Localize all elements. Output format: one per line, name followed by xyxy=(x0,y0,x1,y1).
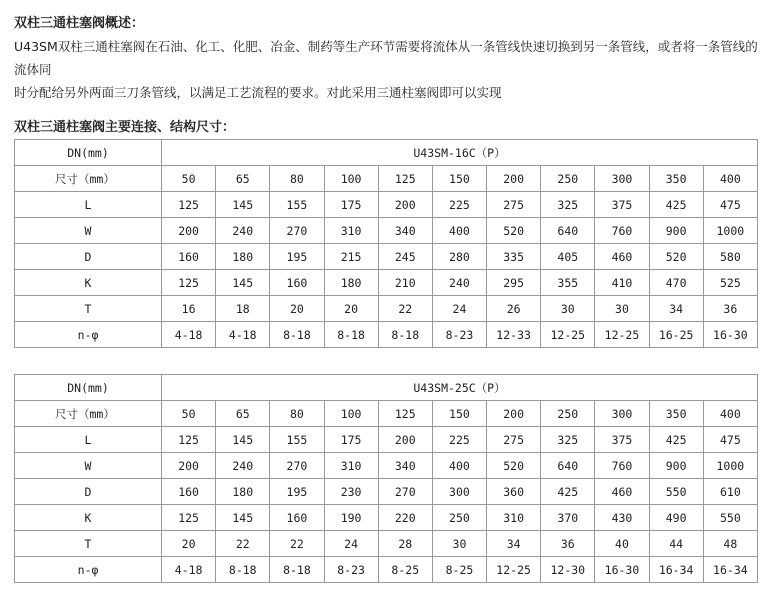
table-cell: 160 xyxy=(270,505,324,531)
size-cell: 200 xyxy=(487,401,541,427)
row-label: L xyxy=(15,192,162,218)
table-cell: 425 xyxy=(649,192,703,218)
table-cell: 12-25 xyxy=(595,322,649,348)
table-cell: 30 xyxy=(541,296,595,322)
size-cell: 50 xyxy=(162,401,216,427)
table-cell: 16-34 xyxy=(649,557,703,583)
table-cell: 48 xyxy=(703,531,757,557)
table-cell: 760 xyxy=(595,453,649,479)
table-cell: 8-25 xyxy=(432,557,486,583)
table-cell: 900 xyxy=(649,453,703,479)
table-cell: 8-23 xyxy=(324,557,378,583)
size-cell: 80 xyxy=(270,166,324,192)
table-cell: 230 xyxy=(324,479,378,505)
dn-label: DN(mm) xyxy=(15,140,162,166)
table-cell: 4-18 xyxy=(216,322,270,348)
table-cell: 375 xyxy=(595,427,649,453)
table-cell: 180 xyxy=(216,244,270,270)
row-label: W xyxy=(15,218,162,244)
table-cell: 26 xyxy=(487,296,541,322)
table-row xyxy=(15,453,758,479)
table-cell: 520 xyxy=(487,453,541,479)
table-cell: 16-34 xyxy=(703,557,757,583)
table-cell: 460 xyxy=(595,479,649,505)
table-cell: 550 xyxy=(703,505,757,531)
table-cell: 425 xyxy=(541,479,595,505)
size-label: 尺寸（mm） xyxy=(15,166,162,192)
table-cell: 24 xyxy=(324,531,378,557)
table-cell: 145 xyxy=(216,427,270,453)
table-cell: 310 xyxy=(324,453,378,479)
table-cell: 8-25 xyxy=(378,557,432,583)
size-cell: 350 xyxy=(649,401,703,427)
table-cell: 325 xyxy=(541,427,595,453)
size-cell: 150 xyxy=(432,401,486,427)
table-cell: 340 xyxy=(378,218,432,244)
table-row xyxy=(15,296,758,322)
table-cell: 16 xyxy=(162,296,216,322)
table-cell: 145 xyxy=(216,270,270,296)
table-cell: 20 xyxy=(270,296,324,322)
size-cell: 125 xyxy=(378,166,432,192)
size-cell: 50 xyxy=(162,166,216,192)
table-cell: 195 xyxy=(270,479,324,505)
table-cell: 175 xyxy=(324,192,378,218)
row-label: T xyxy=(15,296,162,322)
overview-paragraph xyxy=(14,35,759,104)
table-cell: 490 xyxy=(649,505,703,531)
table-cell: 475 xyxy=(703,427,757,453)
size-cell: 125 xyxy=(378,401,432,427)
size-cell: 65 xyxy=(216,166,270,192)
size-cell: 65 xyxy=(216,401,270,427)
table-row xyxy=(15,322,758,348)
table-row xyxy=(15,505,758,531)
table-cell: 190 xyxy=(324,505,378,531)
table-cell: 28 xyxy=(378,531,432,557)
table-cell: 8-18 xyxy=(324,322,378,348)
table-cell: 270 xyxy=(270,218,324,244)
table-cell: 12-33 xyxy=(487,322,541,348)
table-cell: 200 xyxy=(378,192,432,218)
size-cell: 300 xyxy=(595,166,649,192)
table-cell: 410 xyxy=(595,270,649,296)
table-cell: 240 xyxy=(216,218,270,244)
table-cell: 125 xyxy=(162,192,216,218)
table-cell: 16-25 xyxy=(649,322,703,348)
table-cell: 155 xyxy=(270,427,324,453)
row-label: T xyxy=(15,531,162,557)
table-cell: 270 xyxy=(270,453,324,479)
row-label: W xyxy=(15,453,162,479)
table-cell: 8-23 xyxy=(432,322,486,348)
size-row xyxy=(15,401,758,427)
table-cell: 200 xyxy=(162,218,216,244)
table-cell: 245 xyxy=(378,244,432,270)
table-cell: 430 xyxy=(595,505,649,531)
model-label: U43SM-16C（P） xyxy=(162,140,758,166)
row-label: D xyxy=(15,479,162,505)
table-cell: 240 xyxy=(432,270,486,296)
table-cell: 22 xyxy=(270,531,324,557)
table-cell: 900 xyxy=(649,218,703,244)
table-header-row xyxy=(15,375,758,401)
table-cell: 335 xyxy=(487,244,541,270)
spec-table-16c xyxy=(14,139,758,348)
table-row xyxy=(15,557,758,583)
table-cell: 200 xyxy=(378,427,432,453)
row-label: K xyxy=(15,505,162,531)
overview-line-1: U43SM双柱三通柱塞阀在石油、化工、化肥、冶金、制药等生产环节需要将流体从一条管线快速切换到另一条管线，或者将一条管线的流体同 xyxy=(14,39,758,77)
table-cell: 360 xyxy=(487,479,541,505)
table-cell: 225 xyxy=(432,192,486,218)
table-cell: 225 xyxy=(432,427,486,453)
table-cell: 8-18 xyxy=(216,557,270,583)
table-cell: 640 xyxy=(541,453,595,479)
table-cell: 400 xyxy=(432,453,486,479)
table-cell: 580 xyxy=(703,244,757,270)
size-cell: 250 xyxy=(541,166,595,192)
table-header-row xyxy=(15,140,758,166)
table-cell: 30 xyxy=(432,531,486,557)
table-cell: 300 xyxy=(432,479,486,505)
table-cell: 275 xyxy=(487,192,541,218)
table-cell: 370 xyxy=(541,505,595,531)
size-cell: 200 xyxy=(487,166,541,192)
table-cell: 44 xyxy=(649,531,703,557)
table-cell: 760 xyxy=(595,218,649,244)
table-cell: 30 xyxy=(595,296,649,322)
table-cell: 195 xyxy=(270,244,324,270)
table-cell: 295 xyxy=(487,270,541,296)
table-cell: 340 xyxy=(378,453,432,479)
spec-table-25c xyxy=(14,374,758,583)
table-cell: 12-25 xyxy=(541,322,595,348)
table-cell: 550 xyxy=(649,479,703,505)
table-cell: 36 xyxy=(541,531,595,557)
row-label: K xyxy=(15,270,162,296)
table-row xyxy=(15,192,758,218)
table-cell: 400 xyxy=(432,218,486,244)
table-cell: 4-18 xyxy=(162,557,216,583)
table-cell: 145 xyxy=(216,505,270,531)
table-cell: 160 xyxy=(270,270,324,296)
table-row xyxy=(15,218,758,244)
row-label: n-φ xyxy=(15,322,162,348)
table-cell: 425 xyxy=(649,427,703,453)
table-cell: 22 xyxy=(216,531,270,557)
table-cell: 520 xyxy=(487,218,541,244)
table-cell: 160 xyxy=(162,244,216,270)
overview-heading: 双柱三通柱塞阀概述： xyxy=(14,16,145,31)
table-cell: 200 xyxy=(162,453,216,479)
table-cell: 4-18 xyxy=(162,322,216,348)
table-cell: 125 xyxy=(162,270,216,296)
table-row xyxy=(15,479,758,505)
overview-line-2: 时分配给另外两面三刀条管线，以满足工艺流程的要求。对此采用三通柱塞阀即可以实现 xyxy=(14,85,502,100)
size-row xyxy=(15,166,758,192)
table-row xyxy=(15,270,758,296)
table-row xyxy=(15,427,758,453)
dn-label: DN(mm) xyxy=(15,375,162,401)
table-cell: 20 xyxy=(162,531,216,557)
table-cell: 280 xyxy=(432,244,486,270)
table-cell: 16-30 xyxy=(595,557,649,583)
table-cell: 240 xyxy=(216,453,270,479)
table-cell: 8-18 xyxy=(270,557,324,583)
table-cell: 145 xyxy=(216,192,270,218)
table-cell: 610 xyxy=(703,479,757,505)
table-cell: 210 xyxy=(378,270,432,296)
table-cell: 24 xyxy=(432,296,486,322)
table-cell: 270 xyxy=(378,479,432,505)
table-cell: 180 xyxy=(216,479,270,505)
table-cell: 355 xyxy=(541,270,595,296)
dimensions-heading: 双柱三通柱塞阀主要连接、结构尺寸： xyxy=(14,120,236,135)
table-cell: 520 xyxy=(649,244,703,270)
row-label: D xyxy=(15,244,162,270)
table-row xyxy=(15,244,758,270)
table-cell: 20 xyxy=(324,296,378,322)
table-cell: 310 xyxy=(487,505,541,531)
table-cell: 18 xyxy=(216,296,270,322)
table-cell: 375 xyxy=(595,192,649,218)
size-cell: 150 xyxy=(432,166,486,192)
table-cell: 155 xyxy=(270,192,324,218)
table-cell: 475 xyxy=(703,192,757,218)
table-cell: 175 xyxy=(324,427,378,453)
model-label: U43SM-25C（P） xyxy=(162,375,758,401)
table-cell: 470 xyxy=(649,270,703,296)
size-cell: 100 xyxy=(324,401,378,427)
table-cell: 405 xyxy=(541,244,595,270)
table-cell: 8-18 xyxy=(378,322,432,348)
size-cell: 400 xyxy=(703,401,757,427)
table-cell: 34 xyxy=(487,531,541,557)
table-cell: 34 xyxy=(649,296,703,322)
table-cell: 22 xyxy=(378,296,432,322)
table-cell: 40 xyxy=(595,531,649,557)
size-cell: 350 xyxy=(649,166,703,192)
table-cell: 125 xyxy=(162,505,216,531)
table-cell: 640 xyxy=(541,218,595,244)
table-cell: 1000 xyxy=(703,218,757,244)
table-cell: 12-25 xyxy=(487,557,541,583)
size-cell: 80 xyxy=(270,401,324,427)
table-row xyxy=(15,531,758,557)
table-cell: 8-18 xyxy=(270,322,324,348)
table-cell: 215 xyxy=(324,244,378,270)
size-cell: 250 xyxy=(541,401,595,427)
table-cell: 250 xyxy=(432,505,486,531)
table-cell: 36 xyxy=(703,296,757,322)
table-cell: 220 xyxy=(378,505,432,531)
table-cell: 325 xyxy=(541,192,595,218)
size-cell: 300 xyxy=(595,401,649,427)
row-label: n-φ xyxy=(15,557,162,583)
table-cell: 180 xyxy=(324,270,378,296)
table-cell: 1000 xyxy=(703,453,757,479)
table-cell: 160 xyxy=(162,479,216,505)
size-cell: 100 xyxy=(324,166,378,192)
table-cell: 12-30 xyxy=(541,557,595,583)
size-cell: 400 xyxy=(703,166,757,192)
table-cell: 310 xyxy=(324,218,378,244)
table-cell: 525 xyxy=(703,270,757,296)
row-label: L xyxy=(15,427,162,453)
table-cell: 16-30 xyxy=(703,322,757,348)
table-cell: 275 xyxy=(487,427,541,453)
table-cell: 460 xyxy=(595,244,649,270)
size-label: 尺寸（mm） xyxy=(15,401,162,427)
table-cell: 125 xyxy=(162,427,216,453)
